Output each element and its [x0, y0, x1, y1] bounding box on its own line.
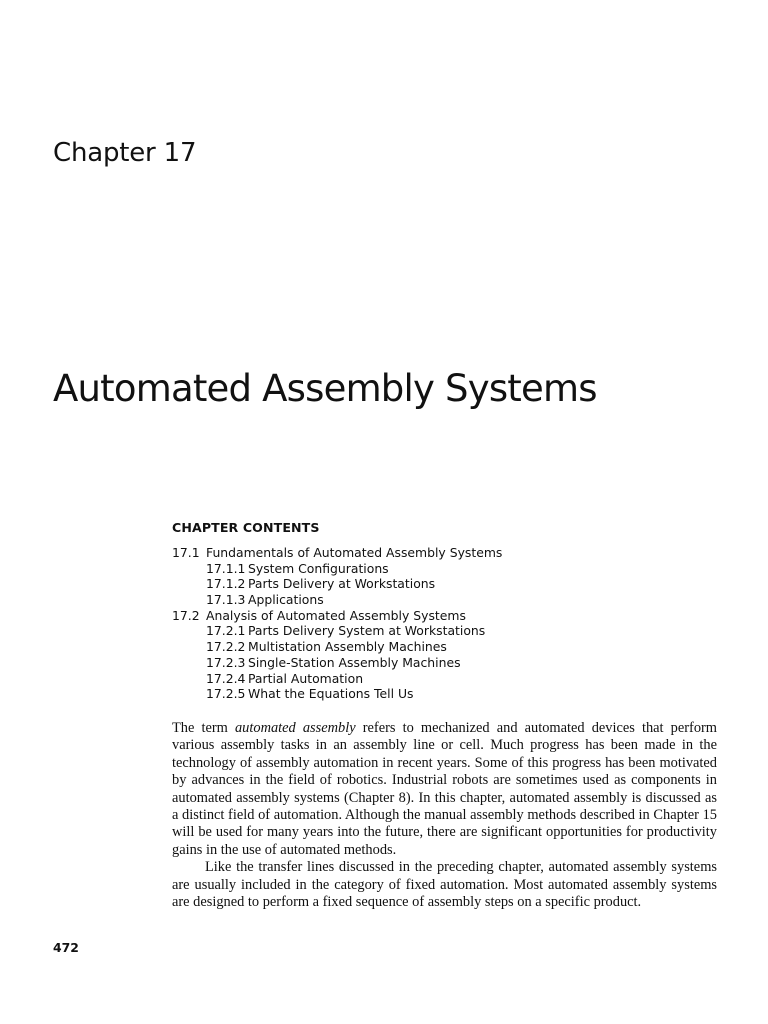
- toc-entry: [172, 671, 717, 687]
- toc-entry-title: Applications: [248, 592, 324, 608]
- toc-entry: [172, 686, 717, 702]
- toc-entry-number: 17.2: [172, 607, 200, 623]
- toc-entry-number: 17.2.4: [206, 670, 246, 686]
- toc-entry-title: Parts Delivery System at Workstations: [248, 623, 486, 639]
- toc-entry-number: 17.1.1: [206, 560, 246, 576]
- chapter-title: Automated Assembly Systems: [53, 367, 597, 410]
- toc-entry-number: 17.1: [172, 545, 200, 560]
- chapter-body: [172, 720, 717, 911]
- toc-entry: [172, 576, 717, 592]
- chapter-contents-heading: CHAPTER CONTENTS: [172, 520, 320, 535]
- toc-entry: [172, 592, 717, 608]
- toc-entry-title: Partial Automation: [248, 670, 364, 686]
- page-number: 472: [53, 940, 79, 955]
- toc-entry: [172, 545, 717, 561]
- toc-entry: [172, 561, 717, 577]
- toc-entry: [172, 608, 717, 624]
- emphasized-term: automated assembly: [234, 720, 356, 736]
- body-paragraph: [172, 720, 717, 859]
- toc-entry-number: 17.2.1: [206, 623, 246, 639]
- toc-entry-title: System Configurations: [248, 560, 389, 576]
- toc-entry: [172, 623, 717, 639]
- toc-entry-number: 17.2.5: [206, 686, 246, 702]
- body-paragraph: Like the transfer lines discussed in the preceding chapter, automated assembly systems are usually included in the category of fixed automation. Most automated assembly systems are designed to perform a fixed sequence of assembly steps on a specific product.: [172, 859, 717, 911]
- toc-entry-number: 17.1.2: [206, 576, 246, 592]
- toc-entry-title: What the Equations Tell Us: [248, 686, 414, 702]
- paragraph-text: The term: [172, 720, 235, 736]
- toc-list: [172, 545, 717, 702]
- toc-entry: [172, 655, 717, 671]
- toc-entry-title: Fundamentals of Automated Assembly Systems: [206, 545, 503, 560]
- toc-entry: [172, 639, 717, 655]
- toc-entry-number: 17.1.3: [206, 592, 246, 608]
- toc-entry-number: 17.2.3: [206, 654, 246, 670]
- toc-entry-title: Single-Station Assembly Machines: [248, 654, 461, 670]
- toc-entry-number: 17.2.2: [206, 639, 246, 655]
- chapter-contents: [172, 519, 717, 702]
- toc-entry-title: Parts Delivery at Workstations: [248, 576, 436, 592]
- toc-entry-title: Multistation Assembly Machines: [248, 639, 447, 655]
- toc-entry-title: Analysis of Automated Assembly Systems: [206, 607, 466, 623]
- chapter-number: Chapter 17: [53, 138, 197, 168]
- paragraph-text: refers to mechanized and automated devices that perform various assembly tasks in an assembly line or cell. Much progress has been made in the technology of assembly automation in recent years. Some of this progress has been motivated by advances in the field of robotics. Industrial robots are sometimes used as components in automated assembly systems (Chapter 8). In this chapter, automated assembly is discussed as a distinct field of automation. Although the manual assembly methods described in Chapter 15 will be used for many years into the future, there are significant opportunities for productivity gains in the use of automated methods.: [172, 720, 718, 858]
